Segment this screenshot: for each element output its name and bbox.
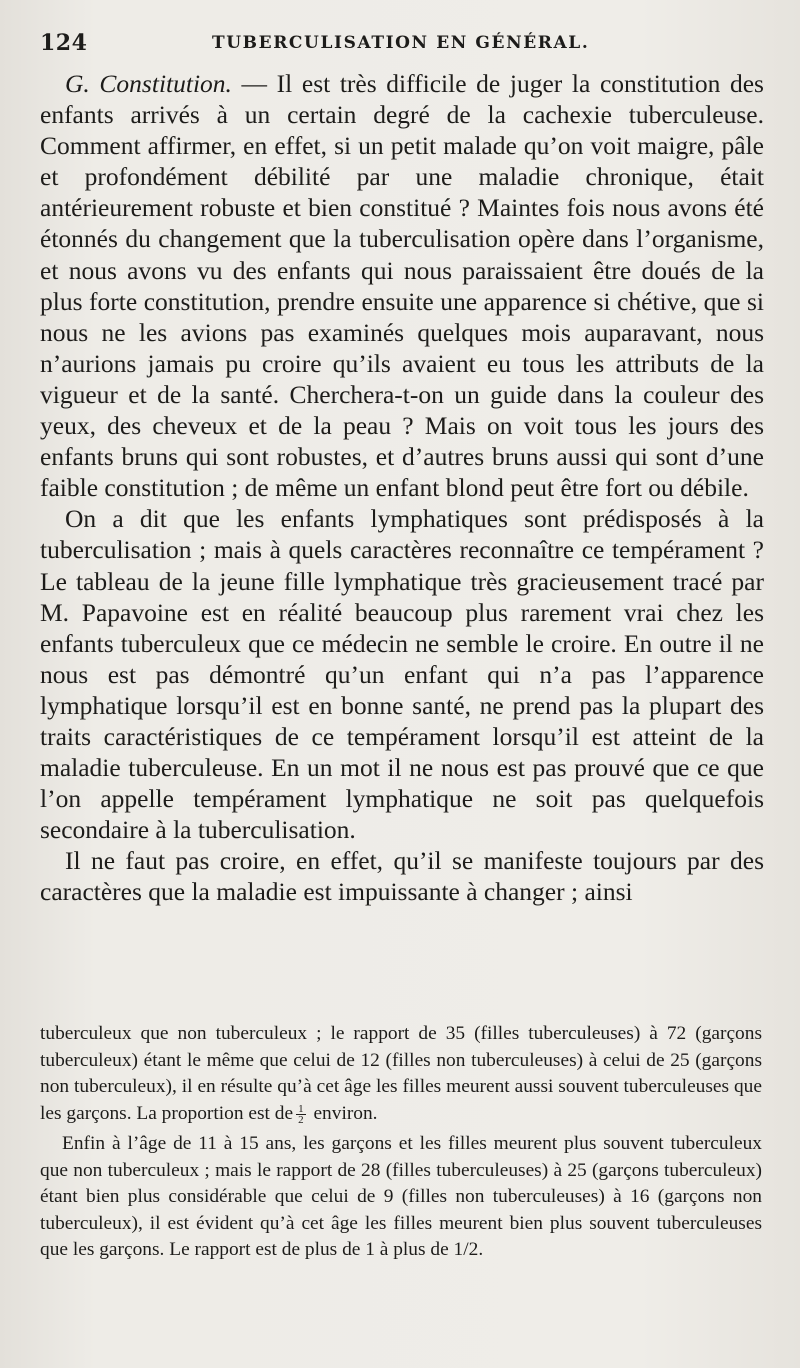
fraction: [296, 1104, 306, 1125]
page-header: [40, 30, 768, 66]
footnote-paragraph-2: Enfin à l’âge de 11 à 15 ans, les garçons et les filles meurent plus souvent tuberculeux que non tuberculeux ; mais le rapport de 28 (filles tuberculeuses) à 25 (garçons tuberculeux) étant bien plus considérable que celui de 9 (filles non tuberculeuses) à 16 (garçons non tuberculeux), il est évident qu’à cet âge les filles meurent bien plus souvent tuberculeuses que les garçons. Le rapport est de plus de 1 à plus de 1/2.: [40, 1133, 762, 1260]
bleed-through-shadow: [230, 1332, 770, 1362]
section-label: G. Constitution.: [65, 69, 232, 98]
paragraph-lymphatic: On a dit que les enfants lymphatiques sont prédisposés à la tuberculisation ; mais à quels caractères reconnaître ce tempérament ? Le tableau de la jeune fille lymphatique très gracieusement tracé par M. Papavoine est en réalité beaucoup plus rarement vrai chez les enfants tuberculeux que ce médecin ne semble le croire. En outre il ne nous est pas démontré qu’un enfant qui n’a pas l’apparence lymphatique lorsqu’il est en bonne santé, ne prend pas la plupart des traits caractéristiques de ce tempérament lorsqu’il est atteint de la maladie tuberculeuse. En un mot il ne nous est pas prouvé que ce que l’on appelle tempérament lymphatique ne soit pas quelquefois secondaire à la tuberculisation.: [40, 504, 764, 845]
main-text: [40, 68, 764, 908]
paragraph-constitution: [40, 68, 764, 503]
footnote-text-end: environ.: [308, 1102, 378, 1124]
footnote-paragraph-1: [40, 1021, 762, 1127]
page-number: 124: [40, 30, 88, 56]
fraction-numerator: 1: [298, 1102, 304, 1115]
footnote-text: tuberculeux que non tuberculeux ; le rapport de 35 (filles tuberculeuses) à 72 (garçons tuberculeux) étant le même que celui de 12 (filles non tuberculeuses) à celui de 25 (garçons non tuberculeux), il en résulte qu’à cet âge les filles meurent aussi souvent tuberculeuses que les garçons. La proportion est de: [40, 1023, 762, 1124]
running-title: TUBERCULISATION EN GÉNÉRAL.: [212, 33, 590, 53]
footnote: [40, 1021, 762, 1264]
fraction-denominator: 2: [298, 1113, 304, 1126]
paragraph-characters: Il ne faut pas croire, en effet, qu’il se manifeste toujours par des caractères que la maladie est impuissante à changer ; ainsi: [40, 846, 764, 907]
paragraph-text: — Il est très difficile de juger la constitution des enfants arrivés à un certain degré de la cachexie tuberculeuse. Comment affirmer, en effet, si un petit malade qu’on voit maigre, pâle et profondément débilité par une maladie chronique, était antérieurement robuste et bien constitué ? Maintes fois nous avons été étonnés du changement que la tuberculisation opère dans l’organisme, et nous avons vu des enfants qui nous paraissaient être doués de la plus forte constitution, prendre ensuite une apparence si chétive, que si nous ne les avions pas examinés quelques mois auparavant, nous n’aurions jamais pu croire qu’ils avaient eu tous les attributs de la vigueur et de la santé. Cherchera-t-on un guide dans la couleur des yeux, des cheveux et de la peau ? Mais on voit tous les jours des enfants bruns qui sont robustes, et d’autres bruns aussi qui sont d’une faible constitution ; de même un enfant blond peut être fort ou débile.: [40, 69, 764, 503]
